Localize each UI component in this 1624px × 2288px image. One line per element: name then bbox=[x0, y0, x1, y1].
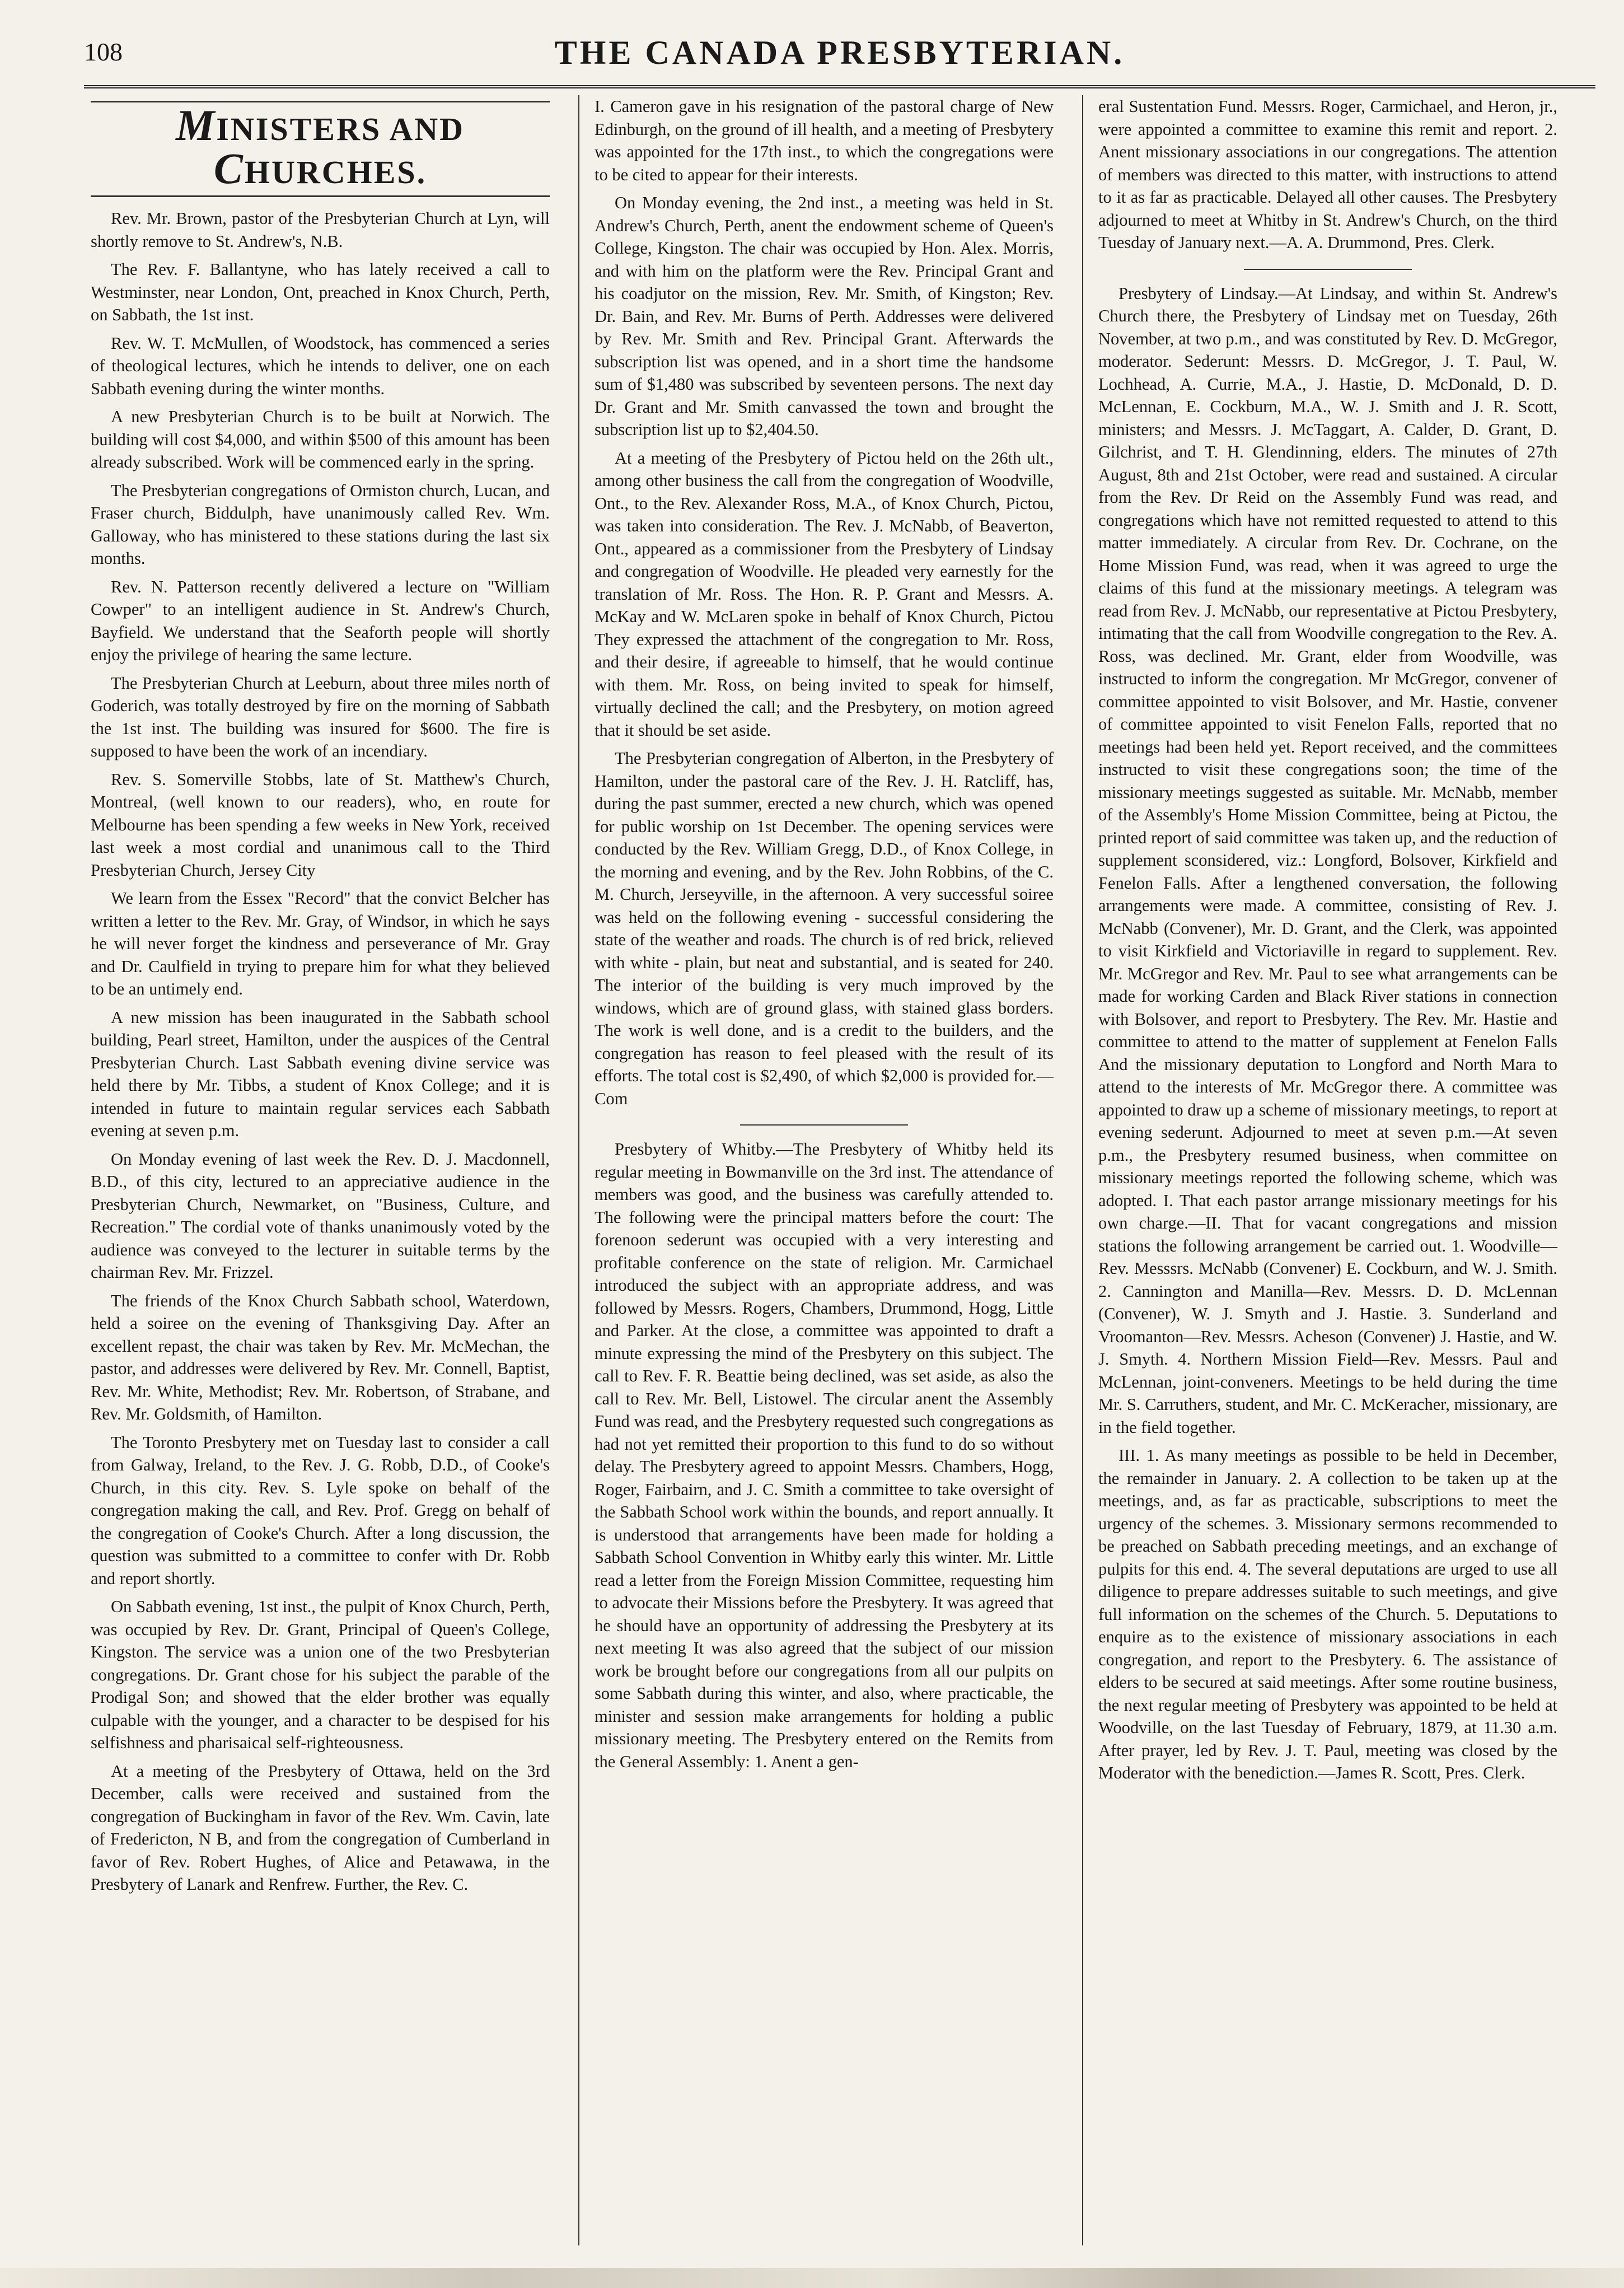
column-1 bbox=[91, 95, 550, 1902]
presbytery-report-whitby: Presbytery of Whitby.—The Presbytery of Whitby held its regular meeting in Bowmanville on the 3rd inst. The attendance of members was good, and the business was carefully attended to. The following were the principal matters before the court: The forenoon sederunt was occupied with a very interesting and profitable conference on the state of religion. Mr. Carmichael introduced the subject with an appropriate address, and was followed by Messrs. Rogers, Chambers, Drummond, Hogg, Little and Parker. At the close, a committee was appointed to draft a minute expressing the mind of the Presbytery on this subject. The call to Rev. F. R. Beattie being declined, was set aside, as also the call to Rev. Mr. Bell, Listowel. The circular anent the Assembly Fund was read, and the Presbytery requested such congregations as had not yet remitted their proportion to this fund to do so without delay. The Presbytery agreed to appoint Messrs. Chambers, Hogg, Roger, Fairbairn, and J. C. Smith a committee to take oversight of the Sabbath School work within the bounds, and report annually. It is understood that arrangements have been made for holding a Sabbath School Convention in Whitby early this winter. Mr. Little read a letter from the Foreign Mission Committee, requesting him to advocate their Missions before the Presbytery. It was agreed that he should have an opportunity of addressing the Presbytery at its next meeting It was also agreed that the subject of our mission work be brought before our congregations from all our pulpits on some Sabbath during this winter, and also, where practicable, the minister and session make arrangements for holding a public missionary meeting. The Presbytery entered on the Remits from the General Assembly: 1. Anent a gen- bbox=[595, 1140, 1054, 1771]
news-item: The Toronto Presbytery met on Tuesday last to consider a call from Galway, Ireland, to the Rev. J. G. Robb, D.D., of Cooke's Church, in this city. Rev. S. Lyle spoke on behalf of the congregation making the call, and Rev. Prof. Gregg on behalf of the congregation of Cooke's Church. After a long discussion, the question was submitted to a committee to confer with Dr. Robb and report shortly. bbox=[91, 1432, 550, 1588]
header-rule bbox=[84, 85, 1595, 88]
news-item: At a meeting of the Presbytery of Pictou held on the 26th ult., among other business the call from the congregation of Woodville, Ont., to the Rev. Alexander Ross, M.A., of Knox Church, Pictou, was taken into consideration. The Rev. J. McNabb, of Beaverton, Ont., appeared as a commissioner from the Presbytery of Lindsay and congregation of Woodville. He pleaded very earnestly for the translation of Mr. Ross. The Hon. R. P. Grant and Messrs. A. McKay and W. McLaren spoke in behalf of Knox Church, Pictou They expressed the attachment of the congregation to Mr. Ross, and their desire, if agreeable to himself, that he would continue with them. Mr. Ross, on being invited to speak for himself, virtually declined the call; and the Presbytery, on motion agreed that it should be set aside. bbox=[595, 448, 1054, 740]
column-3 bbox=[1098, 95, 1557, 1790]
scan-edge bbox=[0, 2268, 1624, 2288]
news-item: I. Cameron gave in his resignation of the pastoral charge of New Edinburgh, on the ground of ill health, and a meeting of Presbytery was appointed for the 17th inst., to which the congregations were to be cited to appear for their interests. bbox=[595, 97, 1054, 184]
article-separator bbox=[740, 1124, 908, 1126]
heading-initial-m: M bbox=[175, 101, 217, 150]
news-item: The Presbyterian congregations of Ormiston church, Lucan, and Fraser church, Biddulph, have unanimously called Rev. Wm. Galloway, who has ministered to these stations during the last six months. bbox=[91, 480, 550, 568]
heading-part-2: HURCHES. bbox=[244, 154, 427, 190]
heading-initial-c: C bbox=[213, 144, 245, 193]
running-title: THE CANADA PRESBYTERIAN. bbox=[554, 34, 1125, 71]
column-rule-left bbox=[578, 95, 579, 2245]
news-item: A new Presbyterian Church is to be built at Norwich. The building will cost $4,000, and within $500 of this amount has been already subscribed. Work will be commenced early in the spring. bbox=[91, 407, 550, 471]
news-item: Rev. S. Somerville Stobbs, late of St. Matthew's Church, Montreal, (well known to our readers), who, en route for Melbourne has been spending a few weeks in New York, received last week a most cordial and unanimous call to the Third Presbyterian Church, Jersey City bbox=[91, 769, 550, 880]
news-item: The Rev. F. Ballantyne, who has lately received a call to Westminster, near London, Ont, preached in Knox Church, Perth, on Sabbath, the 1st inst. bbox=[91, 260, 550, 324]
presbytery-report-lindsay: Presbytery of Lindsay.—At Lindsay, and within St. Andrew's Church there, the Presbytery of Lindsay met on Tuesday, 26th November, at two p.m., and was constituted by Rev. D. McGregor, moderator. Sederunt: Messrs. D. McGregor, J. T. Paul, W. Lochhead, A. Currie, M.A., J. Hastie, D. McDonald, D. D. McLennan, E. Cockburn, M.A., W. J. Smith and J. R. Scott, ministers; and Messrs. J. McTaggart, A. Calder, D. Grant, D. Gilchrist, and T. H. Glendinning, elders. The minutes of 27th August, 8th and 21st October, were read and sustained. A circular from the Rev. Dr Reid on the Assembly Fund was read, and congregations which have not remitted requested to attend to this matter immediately. A circular from Rev. Dr. Cochrane, on the Home Mission Fund, was read, when it was agreed to urge the claims of this fund at the missionary meetings. A telegram was read from Rev. J. McNabb, our representative at Pictou Presbytery, intimating that the call from Woodville congregation to the Rev. A. Ross, was declined. Mr. Grant, elder from Woodville, was instructed to inform the congregation. Mr McGregor, convener of committee appointed to visit Bolsover, and Mr. Hastie, convener of committee appointed to visit Fenelon Falls, reported that no meetings had been held yet. Report received, and the committees instructed to visit these congregations soon; the time of the missionary meetings suggested as suitable. Mr. McNabb, member of the Assembly's Home Mission Committee, being at Pictou, the printed report of said committee was taken up, and the reduction of supplement sconsidered, viz.: Longford, Bolsover, Kirkfield and Fenelon Falls. After a lengthened conversation, the following arrangements were made. A committee, consisting of Rev. J. McNabb (Convener), Mr. D. Grant, and the Clerk, was appointed to visit Kirkfield and Victoriaville in regard to supplement. Rev. Mr. McGregor and Rev. Mr. Paul to see what arrangements can be made for working Carden and Black River stations in connection with Bolsover, and report to Presbytery. The Rev. Mr. Hastie and committee to attend to the matter of supplement at Fenelon Falls And the missionary deputation to Longford and North Mara to attend to the interests of Mr. McGregor there. A committee was appointed to draw up a scheme of missionary meetings, to report at evening sederunt. Adjourned to meet at seven p.m.—At seven p.m., the Presbytery resumed business, when committee on missionary meetings reported the following scheme, which was adopted. I. That each pastor arrange missionary meetings for his own charge.—II. That for vacant congregations and mission stations the following arrangement be carried out. 1. Woodville—Rev. Messsrs. McNabb (Convener) E. Cockburn, and W. J. Smith. 2. Cannington and Manilla—Rev. Messrs. D. D. McLennan (Convener), W. J. Smyth and J. Hastie. 3. Sunderland and Vroomanton—Rev. Messrs. Acheson (Convener) J. Hastie, and W. J. Smyth. 4. Northern Mission Field—Rev. Messrs. Paul and McLennan, joint-conveners. Meetings to be held during the time Mr. S. Carruthers, student, and Mr. C. McKeracher, missionary, are in the field together. bbox=[1098, 283, 1557, 1437]
news-item: Rev. N. Patterson recently delivered a lecture on "William Cowper" to an intelligent audience in St. Andrew's Church, Bayfield. We understand that the Seaforth people will shortly enjoy the privilege of hearing the same lecture. bbox=[91, 577, 550, 664]
page-number: 108 bbox=[84, 38, 123, 66]
news-item: A new mission has been inaugurated in the Sabbath school building, Pearl street, Hamilton, under the auspices of the Central Presbyterian Church. Last Sabbath evening divine service was held there by Mr. Tibbs, a student of Knox College; and it is intended in future to maintain regular services each Sabbath evening at seven p.m. bbox=[91, 1007, 550, 1140]
presbytery-report-lindsay-cont: III. 1. As many meetings as possible to be held in December, the remainder in January. 2. A collection to be taken up at the meetings, and, as far as practicable, subscriptions to meet the urgency of the schemes. 3. Missionary sermons recommended to be preached on Sabbath preceding meetings, and an exchange of pulpits for this end. 4. The several deputations are urged to use all diligence to prepare addresses suitable to such meetings, and give full information on the schemes of the Church. 5. Deputations to enquire as to the existence of missionary associations in each congregation, and report to the Presbytery. 6. The assistance of elders to be secured at said meetings. After some routine business, the next regular meeting of Presbytery was appointed to be held at Woodville, on the last Tuesday of February, 1879, at 11.30 a.m. After prayer, led by Rev. J. T. Paul, meeting was closed by the Moderator with the benediction.—James R. Scott, Pres. Clerk. bbox=[1098, 1446, 1557, 1782]
news-item: Rev. Mr. Brown, pastor of the Presbyterian Church at Lyn, will shortly remove to St. Andrew's, N.B. bbox=[91, 209, 550, 251]
article-separator bbox=[1244, 269, 1412, 270]
heading-part-1: INISTERS AND bbox=[216, 111, 465, 147]
news-item: We learn from the Essex "Record" that the convict Belcher has written a letter to the Rev. Mr. Gray, of Windsor, in which he says he will never forget the kindness and perseverance of Mr. Gray and Dr. Caulfield in trying to prepare him for what they believed to be an untimely end. bbox=[91, 889, 550, 998]
news-item: At a meeting of the Presbytery of Ottawa, held on the 3rd December, calls were received and sustained from the congregation of Buckingham in favor of the Rev. Wm. Cavin, late of Fredericton, N B, and from the congregation of Cumberland in favor of Rev. Robert Hughes, of Alice and Petawawa, in the Presbytery of Lanark and Renfrew. Further, the Rev. C. bbox=[91, 1761, 550, 1894]
news-item: Rev. W. T. McMullen, of Woodstock, has commenced a series of theological lectures, which he intends to deliver, one on each Sabbath evening during the winter months. bbox=[91, 333, 550, 398]
section-heading bbox=[91, 101, 550, 197]
news-item: The friends of the Knox Church Sabbath school, Waterdown, held a soiree on the evening of Thanksgiving Day. After an excellent repast, the chair was taken by Rev. Mr. McMechan, the pastor, and addresses were delivered by Rev. Mr. Connell, Baptist, Rev. Mr. White, Methodist; Rev. Mr. Robertson, of Strabane, and Rev. Mr. Goldsmith, of Hamilton. bbox=[91, 1291, 550, 1423]
presbytery-report-whitby-cont: eral Sustentation Fund. Messrs. Roger, Carmichael, and Heron, jr., were appointed a committee to examine this remit and report. 2. Anent missionary associations in our congregations. The attention of members was directed to this matter, with instructions to attend to it as far as practicable. Delayed all other causes. The Presbytery adjourned to meet at Whitby in St. Andrew's Church, on the third Tuesday of January next.—A. A. Drummond, Pres. Clerk. bbox=[1098, 97, 1557, 252]
column-2 bbox=[595, 95, 1054, 1778]
news-item: On Monday evening, the 2nd inst., a meeting was held in St. Andrew's Church, Perth, anent the endowment scheme of Queen's College, Kingston. The chair was occupied by Hon. Alex. Morris, and with him on the platform were the Rev. Principal Grant and his coadjutor on the mission, Rev. Mr. Smith, of Kingston; Rev. Dr. Bain, and Rev. Mr. Burns of Perth. Addresses were delivered by Rev. Mr. Smith and Rev. Principal Grant. Afterwards the subscription list was opened, and in a short time the handsome sum of $1,480 was subscribed by seventeen persons. The next day Dr. Grant and Mr. Smith canvassed the town and brought the subscription list up to $2,404.50. bbox=[595, 193, 1054, 439]
news-item: On Sabbath evening, 1st inst., the pulpit of Knox Church, Perth, was occupied by Rev. Dr. Grant, Principal of Queen's College, Kingston. The service was a union one of the two Presbyterian congregations. Dr. Grant chose for his subject the parable of the Prodigal Son; and showed that the elder brother was equally culpable with the younger, and a character to be despised for his selfishness and pharisaical self-righteousness. bbox=[91, 1597, 550, 1752]
news-item: On Monday evening of last week the Rev. D. J. Macdonnell, B.D., of this city, lectured to an appreciative audience in the Presbyterian Church, Newmarket, on "Business, Culture, and Recreation." The cordial vote of thanks unanimously voted by the audience was conveyed to the lecturer in suitable terms by the chairman Rev. Mr. Frizzel. bbox=[91, 1149, 550, 1282]
page-header bbox=[84, 34, 1595, 78]
column-rule-right bbox=[1082, 95, 1083, 2245]
news-item: The Presbyterian congregation of Alberton, in the Presbytery of Hamilton, under the pastoral care of the Rev. J. H. Ratcliff, has, during the past summer, erected a new church, which was opened for public worship on 1st December. The opening services were conducted by the Rev. William Gregg, D.D., of Knox College, in the morning and evening, and by the Rev. John Robbins, of the C. M. Church, Jerseyville, in the afternoon. A very successful soiree was held on the following evening - successful considering the state of the weather and roads. The church is of red brick, relieved with white - plain, but neat and substantial, and is seated for 240. The interior of the building is very much improved by the windows, which are of ground glass, with stained glass borders. The work is well done, and is a credit to the builders, and the congregation has reason to feel pleased with the result of its efforts. The total cost is $2,490, of which $2,000 is provided for.—Com bbox=[595, 749, 1054, 1108]
news-item: The Presbyterian Church at Leeburn, about three miles north of Goderich, was totally destroyed by fire on the morning of Sabbath the 1st inst. The building was insured for $600. The fire is supposed to have been the work of an incendiary. bbox=[91, 673, 550, 760]
